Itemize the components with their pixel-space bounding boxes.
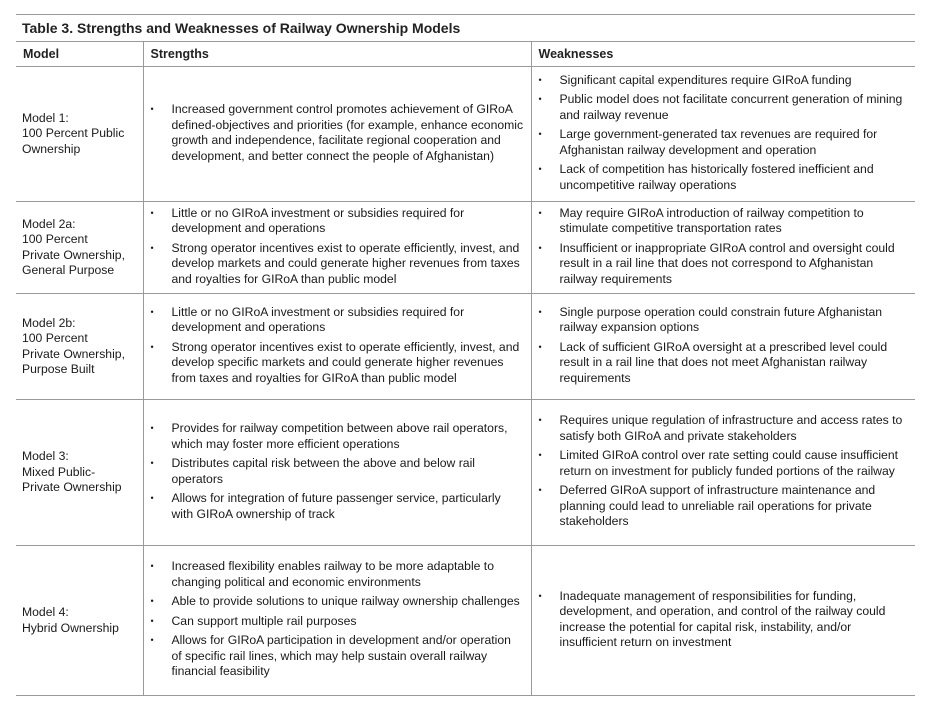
bullet-icon: • <box>538 450 542 461</box>
weaknesse-item <box>539 305 909 336</box>
strength-text: Little or no GIRoA investment or subsidies required for development and operations <box>171 304 465 335</box>
strength-text: Provides for railway competition between above rail operators, which may foster more efficient operations <box>171 421 508 451</box>
strength-text: Allows for GIRoA participation in development and/or operation of specific rail lines, which may help sustain overall railway financial feasibility <box>171 633 511 679</box>
strength-item <box>151 421 524 452</box>
weaknesses-cell <box>531 400 915 546</box>
model-cell <box>16 294 143 400</box>
weaknesse-text: Limited GIRoA control over rate setting could cause insufficient return on investment for publicly funded portions of the railway <box>559 448 898 478</box>
bullet-icon: • <box>538 94 542 105</box>
strength-text: Increased flexibility enables railway to be more adaptable to changing political and economic environments <box>171 559 494 589</box>
strength-item <box>151 614 524 630</box>
bullet-icon: • <box>150 561 154 572</box>
bullet-icon: • <box>538 242 542 253</box>
weaknesse-text: Public model does not facilitate concurrent generation of mining and railway revenue <box>559 92 903 122</box>
bullet-icon: • <box>538 306 542 317</box>
weaknesse-item <box>539 162 909 193</box>
table-row <box>16 400 915 546</box>
model-label-line: Model 4: <box>22 605 69 619</box>
weaknesses-cell <box>531 546 915 696</box>
strengths-cell <box>143 400 531 546</box>
model-cell <box>16 546 143 696</box>
model-label-line: Private Ownership <box>22 480 122 495</box>
strength-text: Allows for integration of future passenger service, particularly with GIRoA ownership of track <box>171 491 501 521</box>
weaknesse-text: Insufficient or inappropriate GIRoA control and oversight could result in a rail line that does not correspond to Afghanistan railway requirements <box>559 240 895 286</box>
weaknesses-list <box>539 413 909 530</box>
strengths-cell <box>143 546 531 696</box>
weaknesse-item <box>539 73 909 89</box>
strength-item <box>151 491 524 522</box>
model-label-line: 100 Percent <box>22 232 88 246</box>
weaknesse-item <box>539 340 909 387</box>
table-row <box>16 202 915 294</box>
bullet-icon: • <box>150 306 154 317</box>
table-row <box>16 67 915 202</box>
strengths-list <box>151 421 524 522</box>
model-label-line: Hybrid Ownership <box>22 620 119 635</box>
table-row <box>16 546 915 696</box>
strengths-list <box>151 102 524 164</box>
bullet-icon: • <box>538 74 542 85</box>
model-label-line: 100 Percent Public <box>22 126 125 141</box>
bullet-icon: • <box>150 242 154 253</box>
strength-item <box>151 594 524 610</box>
model-label-line: Private Ownership, <box>22 346 125 361</box>
weaknesses-cell <box>531 67 915 202</box>
model-cell <box>16 67 143 202</box>
strengths-list <box>151 206 524 288</box>
weaknesses-list <box>539 305 909 387</box>
strength-text: Strong operator incentives exist to operate efficiently, invest, and develop specific markets and could generate higher revenues from taxes and royalties for GIRoA than public model <box>171 339 520 385</box>
model-label-line: Model 2b: <box>22 315 76 330</box>
weaknesse-text: Deferred GIRoA support of infrastructure maintenance and planning could lead to unreliable rail operations for private stakeholders <box>559 483 876 529</box>
strength-text: Can support multiple rail purposes <box>171 613 357 628</box>
strength-item <box>151 102 524 164</box>
weaknesse-item <box>539 127 909 158</box>
bullet-icon: • <box>150 596 154 607</box>
bullet-icon: • <box>538 485 542 496</box>
bullet-icon: • <box>150 615 154 626</box>
bullet-icon: • <box>150 635 154 646</box>
bullet-icon: • <box>538 415 542 426</box>
table-row <box>16 294 915 400</box>
weaknesses-list <box>539 206 909 288</box>
bullet-icon: • <box>538 341 542 352</box>
ownership-models-table <box>16 42 915 696</box>
weaknesses-cell <box>531 202 915 294</box>
strength-item <box>151 559 524 590</box>
bullet-icon: • <box>538 129 542 140</box>
model-label-line: Model 1: <box>22 110 69 125</box>
bullet-icon: • <box>150 423 154 433</box>
weaknesse-text: Requires unique regulation of infrastructure and access rates to satisfy both GIRoA and private stakeholders <box>559 413 903 443</box>
weaknesse-text: Inadequate management of responsibilities for funding, development, and operation, and control of the railway could increase the potential for capital risk, instability, and/or insufficient return on investment <box>559 588 886 649</box>
bullet-icon: • <box>150 207 154 218</box>
model-cell <box>16 400 143 546</box>
strength-text: Strong operator incentives exist to operate efficiently, invest, and develop markets and could generate higher revenues from taxes and royalties for GIRoA than public model <box>171 240 520 286</box>
weaknesse-item <box>539 92 909 123</box>
model-label-line: Model 3: <box>22 449 69 464</box>
strength-text: Little or no GIRoA investment or subsidies required for development and operations <box>171 205 465 236</box>
weaknesse-text: Large government-generated tax revenues are required for Afghanistan railway development and operation <box>559 127 878 157</box>
strength-item <box>151 305 524 336</box>
weaknesse-text: Single purpose operation could constrain future Afghanistan railway expansion options <box>559 304 883 335</box>
strength-item <box>151 241 524 288</box>
model-label-line: Private Ownership, <box>22 247 125 262</box>
strength-text: Distributes capital risk between the above and below rail operators <box>171 456 475 486</box>
weaknesse-item <box>539 241 909 288</box>
strengths-list <box>151 559 524 680</box>
strength-item <box>151 340 524 387</box>
strengths-cell <box>143 294 531 400</box>
weaknesses-list <box>539 73 909 194</box>
model-label-line: 100 Percent <box>22 331 88 345</box>
header-weaknesses: Weaknesses <box>531 42 915 67</box>
weaknesse-text: Significant capital expenditures require GIRoA funding <box>559 72 852 87</box>
model-cell <box>16 202 143 294</box>
strength-text: Able to provide solutions to unique railway ownership challenges <box>171 594 520 609</box>
strength-item <box>151 206 524 237</box>
bullet-icon: • <box>538 164 542 175</box>
weaknesse-item <box>539 483 909 530</box>
strengths-cell <box>143 67 531 202</box>
bullet-icon: • <box>150 341 154 352</box>
model-label-line: General Purpose <box>22 263 115 277</box>
table-container <box>16 14 915 696</box>
weaknesse-text: Lack of sufficient GIRoA oversight at a prescribed level could result in a rail line that does not meet Afghanistan railway requirements <box>559 339 888 385</box>
strength-item <box>151 456 524 487</box>
bullet-icon: • <box>150 104 154 114</box>
weaknesse-item <box>539 206 909 237</box>
model-label-line: Model 2a: <box>22 216 76 231</box>
strengths-list <box>151 305 524 387</box>
bullet-icon: • <box>538 590 542 601</box>
weaknesse-item <box>539 448 909 479</box>
weaknesse-item <box>539 413 909 444</box>
weaknesses-cell <box>531 294 915 400</box>
model-label-line: Ownership <box>22 141 81 156</box>
strength-item <box>151 633 524 680</box>
strength-text: Increased government control promotes achievement of GIRoA defined-objectives and priorities (for example, enhance economic growth and independence, facilitate regional cooperation and development, and better connect the people of Afghanistan) <box>171 102 524 163</box>
strengths-cell <box>143 202 531 294</box>
model-label-line: Purpose Built <box>22 362 95 376</box>
bullet-icon: • <box>150 458 154 468</box>
weaknesse-text: Lack of competition has historically fostered inefficient and uncompetitive railway operations <box>559 162 874 192</box>
weaknesses-list <box>539 589 909 651</box>
weaknesse-text: May require GIRoA introduction of railway competition to stimulate competitive transportation rates <box>559 205 864 236</box>
bullet-icon: • <box>538 207 542 218</box>
model-label-line: Mixed Public- <box>22 464 96 479</box>
bullet-icon: • <box>150 493 154 503</box>
table-title: Table 3. Strengths and Weaknesses of Railway Ownership Models <box>16 14 915 42</box>
header-model: Model <box>16 42 143 67</box>
header-strengths: Strengths <box>143 42 531 67</box>
weaknesse-item <box>539 589 909 651</box>
header-row <box>16 42 915 67</box>
